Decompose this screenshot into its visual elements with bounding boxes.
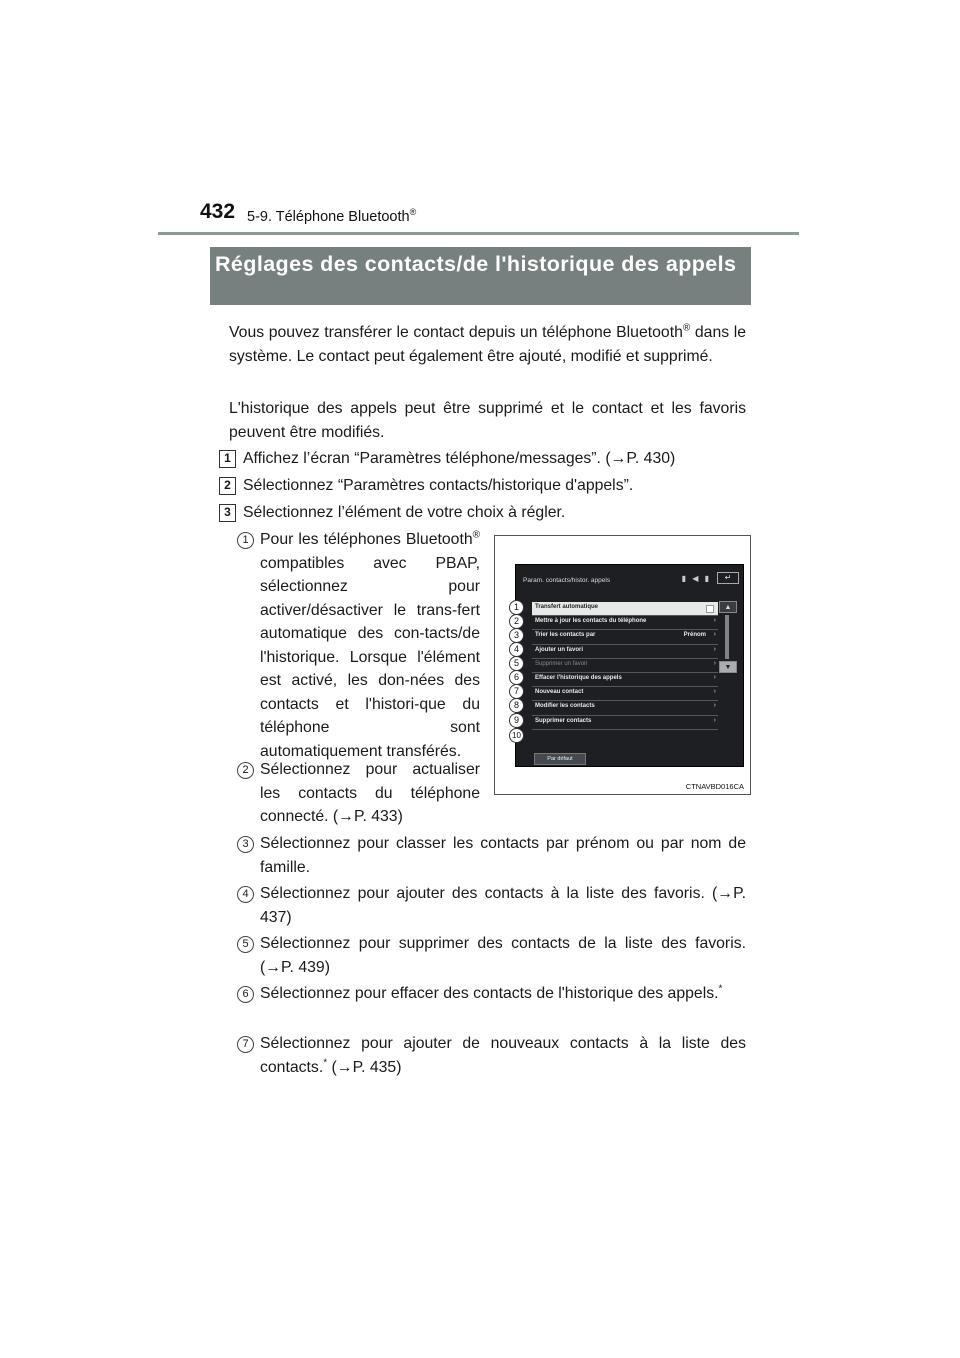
chevron-right-icon: ›: [713, 716, 716, 724]
chevron-right-icon: ›: [713, 659, 716, 667]
item-text-1: Pour les téléphones Bluetooth® compatibles avec PBAP, sélectionnez pour activer/désactiver le trans-fert automatique des con-tacts/de l'historique. Lorsque l'élément est activé, les don-nées des contacts et l'histori-que du téléphone sont automatiquement transférés.: [260, 529, 480, 760]
screen-title: Param. contacts/histor. appels: [523, 577, 611, 584]
row-modifier-contacts[interactable]: Modifier les contacts ›: [532, 701, 718, 715]
callout-5: 5: [509, 656, 524, 671]
chevron-right-icon: ›: [713, 645, 716, 653]
callout-9: 9: [509, 713, 524, 728]
item-number-2: 2: [237, 762, 254, 779]
callout-1: 1: [509, 600, 524, 615]
callout-10: 10: [509, 728, 524, 743]
item-number-5: 5: [237, 936, 254, 953]
step-number-box: 1: [219, 450, 236, 468]
default-button[interactable]: Par défaut: [534, 753, 586, 765]
callout-4: 4: [509, 642, 524, 657]
row-nouveau-contact[interactable]: Nouveau contact ›: [532, 687, 718, 701]
page-header: [0, 0, 960, 240]
chevron-right-icon: ›: [713, 688, 716, 696]
callout-8: 8: [509, 698, 524, 713]
page-number: 432: [200, 200, 236, 223]
chevron-right-icon: ›: [713, 631, 716, 639]
screen-figure: [494, 535, 751, 795]
chevron-right-icon: ›: [713, 617, 716, 625]
row-supprimer-contacts[interactable]: Supprimer contacts ›: [532, 716, 718, 730]
step-text: Sélectionnez “Paramètres contacts/historique d'appels”.: [243, 477, 634, 494]
item-text-2: Sélectionnez pour actualiser les contacts du téléphone connecté. (→P. 433): [260, 761, 480, 825]
step-text: Affichez l’écran “Paramètres téléphone/messages”. (→P. 430): [243, 450, 676, 467]
heading-title: Réglages des contacts/de l'historique des appels: [215, 252, 737, 276]
heading-box: [210, 247, 751, 305]
chevron-right-icon: ›: [713, 702, 716, 710]
item-number-3: 3: [237, 836, 254, 853]
step-number-box: 3: [219, 504, 236, 522]
item-text-5: Sélectionnez pour supprimer des contacts de la liste des favoris. (→P. 439): [260, 935, 746, 976]
item-number-1: 1: [237, 532, 254, 549]
toggle-indicator-icon: [706, 605, 714, 613]
callout-7: 7: [509, 684, 524, 699]
row-mettre-a-jour-contacts[interactable]: Mettre à jour les contacts du téléphone ›: [532, 616, 718, 630]
callout-6: 6: [509, 670, 524, 685]
item-number-4: 4: [237, 886, 254, 903]
item-text-7: Sélectionnez pour ajouter de nouveaux contacts à la liste des contacts.* (→P. 435): [260, 1035, 746, 1076]
step-number-box: 2: [219, 477, 236, 495]
item-number-6: 6: [237, 986, 254, 1003]
scroll-up-button[interactable]: ▲: [719, 601, 737, 613]
item-text-4: Sélectionnez pour ajouter des contacts à la liste des favoris. (→P. 437): [260, 885, 746, 926]
intro-paragraph-2: L'historique des appels peut être supprimé et le contact et les favoris peuvent être modifiés.: [229, 400, 746, 441]
back-button[interactable]: ↵: [717, 572, 739, 584]
section-title: 5-9. Téléphone Bluetooth®: [247, 207, 417, 225]
row-supprimer-favori[interactable]: Supprimer un favori ›: [532, 659, 718, 673]
callout-2: 2: [509, 614, 524, 629]
step-text: Sélectionnez l’élément de votre choix à régler.: [243, 504, 566, 521]
intro-paragraph-1: Vous pouvez transférer le contact depuis un téléphone Bluetooth® dans le système. Le contact peut également être ajouté, modifié et supprimé.: [229, 322, 747, 365]
row-transfert-automatique[interactable]: Transfert automatique: [532, 602, 718, 616]
scrollbar[interactable]: [725, 615, 729, 659]
item-text-3: Sélectionnez pour classer les contacts par prénom ou par nom de famille.: [260, 835, 746, 876]
row-trier-contacts[interactable]: Trier les contacts par Prénom ›: [532, 630, 718, 644]
item-text-6: Sélectionnez pour effacer des contacts de l'historique des appels.*: [260, 983, 723, 1002]
item-number-7: 7: [237, 1036, 254, 1053]
header-rule: [158, 232, 799, 235]
row-ajouter-favori[interactable]: Ajouter un favori ›: [532, 645, 718, 659]
display-screen: [515, 564, 744, 767]
figure-code: CTNAVBD016CA: [685, 782, 744, 791]
settings-list: [532, 602, 718, 730]
row-effacer-historique[interactable]: Effacer l'historique des appels ›: [532, 673, 718, 687]
status-icons: ▮ ◀ ▮: [681, 574, 711, 583]
scroll-down-button[interactable]: ▼: [719, 661, 737, 673]
chevron-right-icon: ›: [713, 673, 716, 681]
callout-3: 3: [509, 628, 524, 643]
